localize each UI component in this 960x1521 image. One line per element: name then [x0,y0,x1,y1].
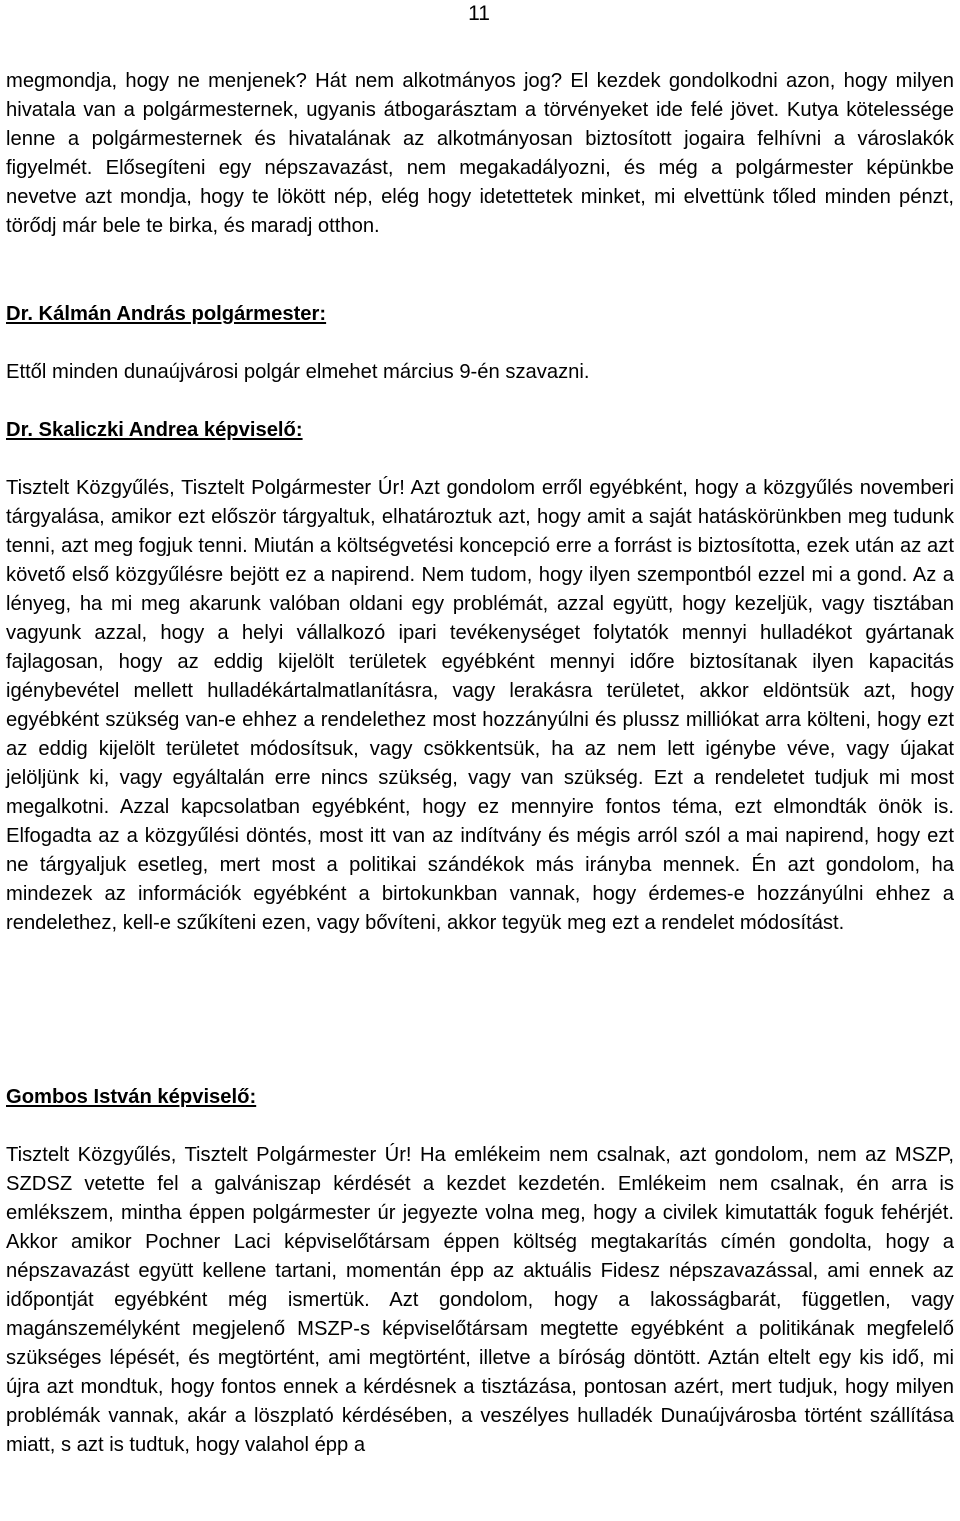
paragraph-1: megmondja, hogy ne menjenek? Hát nem alkotmányos jog? El kezdek gondolkodni azon, hogy milyen hivatala van a polgármesternek, ugyanis átbogarásztam a törvényeket ide felé jövet. Kutya kötelessége lenne a polgármesternek és hivatalának az alkotmányosan biztosított jogaira felhívni a városlakók figyelmét. Elősegíteni egy népszavazást, nem megakadályozni, és még a polgármester képünkbe nevetve azt mondja, hogy te lökött nép, elég hogy idetettetek minket, mi elvettünk tőled minden pénzt, törődj már bele te birka, és maradj otthon. [6,70,954,237]
paragraph-3: Tisztelt Közgyűlés, Tisztelt Polgármester Úr! Azt gondolom erről egyébként, hogy a közgyűlés novemberi tárgyalása, amikor ezt először tárgyaltuk, elhatároztuk azt, hogy amit a saját hatáskörünkben meg tudunk tenni, azt meg fogjuk tenni. Miután a költségvetési koncepció erre a forrást is biztosította, ezek után az azt követő első közgyűlésre bejött ez a napirend. Nem tudom, hogy ilyen szempontból ezzel mi a gond. Az a lényeg, ha mi meg akarunk valóban oldani egy problémát, azzal együtt, hogy kezeljük, vagy tisztában vagyunk azzal, hogy a helyi vállalkozó ipari tevékenységet folytatók mennyi hulladékot gyártanak fajlagosan, hogy az eddig kijelölt területek egyébként mennyi időre biztosítanak ilyen kapacitás igénybevétel mellett hulladékártalmatlanításra, vagy lerakásra területet, akkor eldöntsük azt, hogy egyébként szükség van-e ehhez a rendelethez most hozzányúlni és plussz milliókat arra költeni, hogy ezt az eddig kijelölt területet módosítsuk, vagy csökkentsük, ha az nem lett igénybe véve, vagy újakat jelöljünk ki, vagy egyáltalán erre nincs szükség, vagy van szükség. Ezt a rendeletet tudjuk mi most megalkotni. Azzal kapcsolatban egyébként, hogy ez mennyire fontos téma, ezt elmondták önök is. Elfogadta az a közgyűlési döntés, most itt van az indítvány és mégis arról szól a mai napirend, hogy ezt ne tárgyaljuk esetleg, mert most a politikai szándékok más irányba mennek. Én azt gondolom, ha mindezek az információk egyébként a birtokunkban vannak, hogy érdemes-e hozzányúlni ehhez a rendelethez, kell-e szűkíteni ezen, vagy bővíteni, akkor tegyük meg ezt a rendelet módosítást. [6,477,954,934]
speaker-heading-skaliczki: Dr. Skaliczki Andrea képviselő: [6,419,303,441]
speaker-heading-gombos: Gombos István képviselő: [6,1086,257,1108]
paragraph-4: Tisztelt Közgyűlés, Tisztelt Polgármester Úr! Ha emlékeim nem csalnak, azt gondolom, nem az MSZP, SZDSZ vetette fel a galvániszap kérdését a kezdet kezdetén. Emlékeim nem csalnak, én arra is emlékszem, mintha éppen polgármester úr jegyezte volna meg, hogy a civilek kimutatták foguk fehérjét. Akkor amikor Pochner Laci képviselőtársam éppen költség megtakarítás címén gondolta, hogy a népszavazást együtt kellene tartani, momentán épp az aktuális Fidesz népszavazással, ami ennek az időpontját egyébként még ismertük. Azt gondolom, hogy a lakosságbarát, független, vagy magánszemélyként megjelenő MSZP-s képviselőtársam megtette egyébként a politikának megfelelő szükséges lépését, és megtörtént, ami megtörtént, illetve a bíróság döntött. Aztán eltelt egy kis idő, mi újra azt mondtuk, hogy fontos ennek a kérdésnek a tisztázása, pontosan azért, mert tudjuk, hogy milyen problémák vannak, akár a löszplató kérdésében, a veszélyes hulladék Dunaújvárosba történt szállítása miatt, s azt is tudtuk, hogy valahol épp a [6,1144,954,1456]
page-number: 11 [468,2,490,25]
paragraph-2: Ettől minden dunaújvárosi polgár elmehet március 9-én szavazni. [6,361,590,383]
speaker-heading-kalman: Dr. Kálmán András polgármester: [6,303,327,325]
